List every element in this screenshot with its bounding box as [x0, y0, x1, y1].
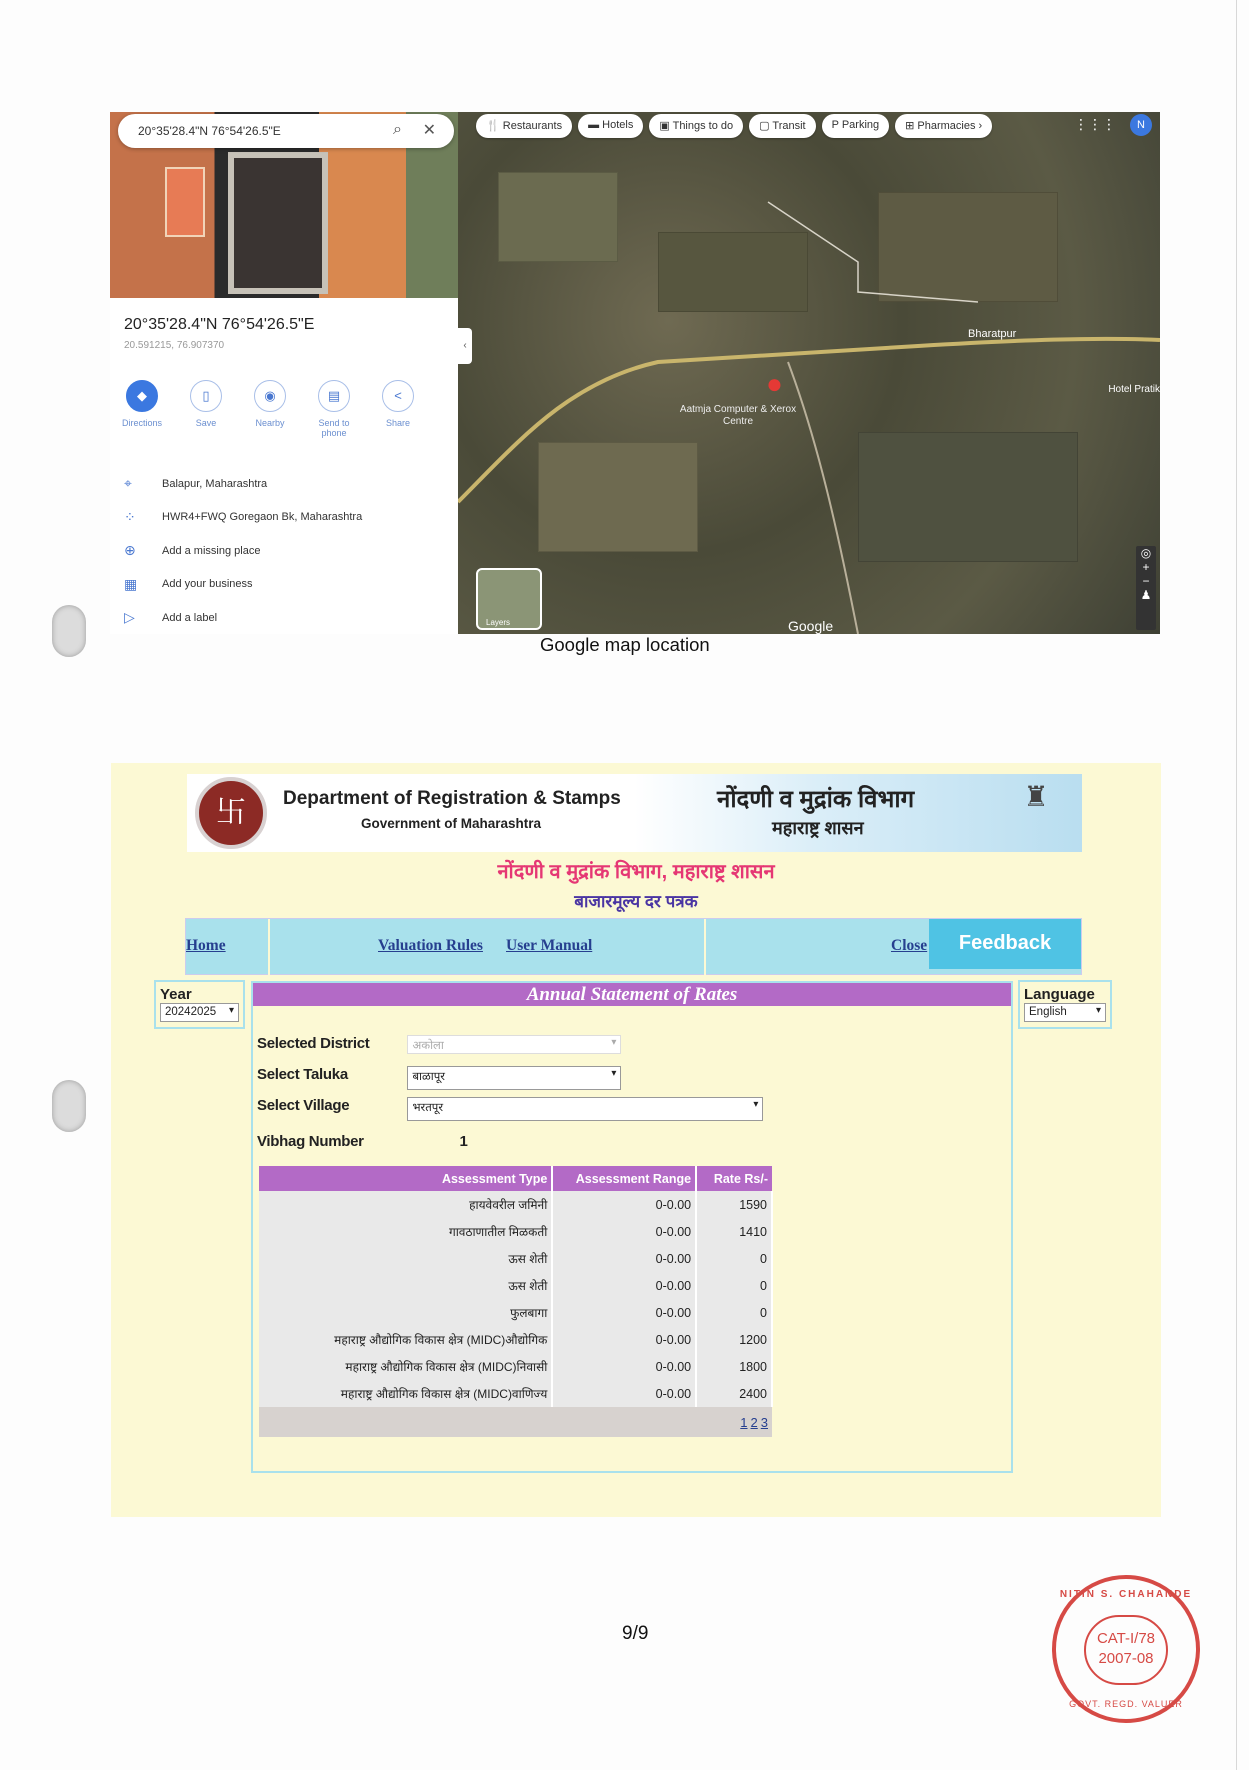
- page-link-3[interactable]: 3: [760, 1414, 768, 1430]
- map-caption: Google map location: [540, 634, 710, 655]
- map-screenshot: [110, 112, 1160, 634]
- district-label: Selected District: [257, 1035, 370, 1052]
- place-title: 20°35'28.4"N 76°54'26.5"E: [124, 316, 315, 333]
- my-location-icon[interactable]: ◎: [1140, 546, 1152, 560]
- search-box[interactable]: [118, 114, 454, 148]
- chevron-down-icon: ▾: [753, 1099, 759, 1110]
- info-add-label[interactable]: ▷ Add a label: [124, 609, 218, 626]
- chevron-down-icon: ▾: [1095, 1005, 1101, 1016]
- info-address[interactable]: ⌖ Balapur, Maharashtra: [124, 475, 268, 492]
- town-label: Bharatpur: [968, 328, 1017, 340]
- map-roads: [458, 112, 1160, 634]
- nav-close[interactable]: Close: [891, 937, 928, 954]
- page-link-1[interactable]: 1: [740, 1414, 748, 1430]
- table-header-row: [259, 1166, 772, 1191]
- rates-panel: [251, 981, 1013, 1473]
- seal-bottom: GOVT. REGD. VALUER: [1069, 1699, 1183, 1709]
- nav-divider: [268, 919, 270, 976]
- shop-sign: [165, 167, 205, 237]
- column-header: Assessment Type: [259, 1166, 552, 1191]
- decimal-coordinates: 20.591215, 76.907370: [124, 340, 225, 351]
- village-row: [257, 1097, 763, 1121]
- vibhag-label: Vibhag Number: [257, 1133, 364, 1150]
- layers-button[interactable]: Layers: [476, 568, 542, 630]
- nearby-button[interactable]: ◉ Nearby: [246, 380, 294, 438]
- search-input[interactable]: 20°35'28.4"N 76°54'26.5"E: [138, 124, 281, 138]
- share-button[interactable]: < Share: [374, 380, 422, 438]
- info-list: [124, 467, 362, 634]
- rates-table: [259, 1166, 773, 1437]
- apps-grid-icon[interactable]: ⋮⋮⋮: [1074, 116, 1116, 132]
- table-row: महाराष्ट्र औद्योगिक विकास क्षेत्र (MIDC)निवासी 0-0.00 1800: [259, 1353, 772, 1380]
- taluka-row: [257, 1066, 621, 1090]
- bookmark-icon: ▯: [190, 380, 222, 412]
- page-edge: [1236, 0, 1237, 1770]
- nav-divider: [704, 919, 706, 976]
- village-select[interactable]: भरतपूर ▾: [407, 1097, 763, 1121]
- chevron-down-icon: ▾: [611, 1037, 617, 1048]
- vibhag-value: 1: [459, 1133, 468, 1150]
- page-link-2[interactable]: 2: [750, 1414, 758, 1430]
- nav-home[interactable]: Home: [186, 937, 226, 954]
- page-subheading: बाजारमूल्य दर पत्रक: [574, 892, 698, 911]
- close-icon[interactable]: ✕: [422, 122, 436, 139]
- banner-title-mr: नोंदणी व मुद्रांक विभाग: [717, 786, 915, 813]
- chip-parking[interactable]: P Parking: [822, 114, 890, 138]
- nearby-icon: ◉: [254, 380, 286, 412]
- google-watermark: Google: [788, 618, 834, 634]
- avatar[interactable]: N: [1130, 114, 1152, 136]
- plus-code-icon: ⁘: [124, 508, 136, 525]
- directions-button[interactable]: ◆ Directions: [118, 380, 166, 438]
- village-label: Select Village: [257, 1097, 350, 1114]
- national-emblem-icon: ♜: [1023, 781, 1049, 812]
- language-box: [1018, 980, 1112, 1029]
- zoom-in-icon[interactable]: +: [1142, 560, 1150, 574]
- info-add-place[interactable]: ⊕ Add a missing place: [124, 542, 261, 559]
- info-add-business[interactable]: ▦ Add your business: [124, 575, 253, 592]
- pegman-icon[interactable]: ♟: [1140, 588, 1152, 602]
- column-header: Rate Rs/-: [696, 1166, 772, 1191]
- taluka-select[interactable]: बाळापूर ▾: [407, 1066, 621, 1090]
- district-select: अकोला ▾: [407, 1035, 621, 1054]
- banner-title-en: Department of Registration & Stamps: [283, 788, 621, 809]
- rates-screenshot: [111, 763, 1161, 1517]
- table-row: गावठाणातील मिळकती 0-0.00 1410: [259, 1218, 772, 1245]
- table-row: फुलबागा 0-0.00 0: [259, 1299, 772, 1326]
- store-icon: ▦: [124, 575, 138, 592]
- chip-transit[interactable]: ▢ Transit: [749, 114, 815, 138]
- seal-center: CAT-I/78 2007-08: [1084, 1615, 1168, 1685]
- chip-restaurants[interactable]: 🍴 Restaurants: [476, 114, 572, 138]
- category-chips: [476, 114, 992, 138]
- directions-icon: ◆: [126, 380, 158, 412]
- column-header: Assessment Range: [552, 1166, 696, 1191]
- label-icon: ▷: [124, 609, 135, 626]
- save-button[interactable]: ▯ Save: [182, 380, 230, 438]
- zoom-out-icon[interactable]: −: [1142, 574, 1150, 588]
- nav-bar: [185, 918, 1082, 975]
- seal-name: NITIN S. CHAHANDE: [1059, 1589, 1193, 1600]
- chevron-down-icon: ▾: [611, 1068, 617, 1079]
- table-row: महाराष्ट्र औद्योगिक विकास क्षेत्र (MIDC)वाणिज्य 0-0.00 2400: [259, 1380, 772, 1407]
- valuer-seal: [1052, 1575, 1200, 1723]
- punch-hole: [52, 1080, 86, 1132]
- shop-entrance: [228, 152, 328, 294]
- nav-valuation-rules[interactable]: Valuation Rules: [378, 937, 483, 954]
- zoom-controls[interactable]: [1136, 546, 1156, 630]
- info-plus-code[interactable]: ⁘ HWR4+FWQ Goregaon Bk, Maharashtra: [124, 508, 363, 525]
- place-panel: [110, 112, 458, 634]
- table-row: ऊस शेती 0-0.00 0: [259, 1272, 772, 1299]
- chip-pharmacies[interactable]: ⊞ Pharmacies ›: [895, 114, 992, 138]
- action-row: [118, 380, 422, 438]
- feedback-button[interactable]: Feedback: [929, 919, 1081, 969]
- table-row: हायवेवरील जमिनी 0-0.00 1590: [259, 1191, 772, 1218]
- department-logo: 卐: [195, 777, 267, 849]
- punch-hole: [52, 605, 86, 657]
- year-select[interactable]: 20242025 ▾: [160, 1003, 239, 1022]
- send-to-phone-icon: ▤: [318, 380, 350, 412]
- place-label[interactable]: Aatmja Computer & Xerox Centre: [679, 404, 797, 427]
- banner-subtitle-en: Government of Maharashtra: [361, 816, 542, 831]
- add-place-icon: ⊕: [124, 542, 136, 559]
- banner-subtitle-mr: महाराष्ट्र शासन: [772, 818, 864, 838]
- year-box: [154, 980, 245, 1029]
- section-title: Annual Statement of Rates: [253, 983, 1011, 1006]
- location-pin-icon[interactable]: ●: [766, 368, 783, 399]
- year-label: Year: [160, 986, 192, 1003]
- vibhag-row: [257, 1133, 468, 1151]
- send-to-phone-button[interactable]: ▤ Send to phone: [310, 380, 358, 438]
- district-row: [257, 1035, 621, 1054]
- language-select[interactable]: English ▾: [1024, 1003, 1106, 1022]
- taluka-label: Select Taluka: [257, 1066, 348, 1083]
- chip-hotels[interactable]: ▬ Hotels: [578, 114, 643, 138]
- chip-things-to-do[interactable]: ▣ Things to do: [649, 114, 743, 138]
- page-heading: नोंदणी व मुद्रांक विभाग, महाराष्ट्र शासन: [497, 861, 775, 883]
- page-number: 9/9: [622, 1623, 649, 1644]
- search-icon[interactable]: ⌕: [393, 121, 402, 138]
- pagination-row: [259, 1407, 772, 1437]
- department-banner: [187, 774, 1082, 852]
- hotel-label: Hotel Pratik: [1108, 384, 1160, 395]
- language-label: Language: [1024, 986, 1095, 1003]
- nav-user-manual[interactable]: User Manual: [506, 937, 593, 954]
- collapse-panel-button[interactable]: ‹: [458, 328, 472, 364]
- share-icon: <: [382, 380, 414, 412]
- satellite-map[interactable]: [458, 112, 1160, 634]
- location-pin-icon: ⌖: [124, 475, 132, 492]
- table-row: महाराष्ट्र औद्योगिक विकास क्षेत्र (MIDC)औद्योगिक 0-0.00 1200: [259, 1326, 772, 1353]
- chevron-down-icon: ▾: [228, 1005, 234, 1016]
- table-row: ऊस शेती 0-0.00 0: [259, 1245, 772, 1272]
